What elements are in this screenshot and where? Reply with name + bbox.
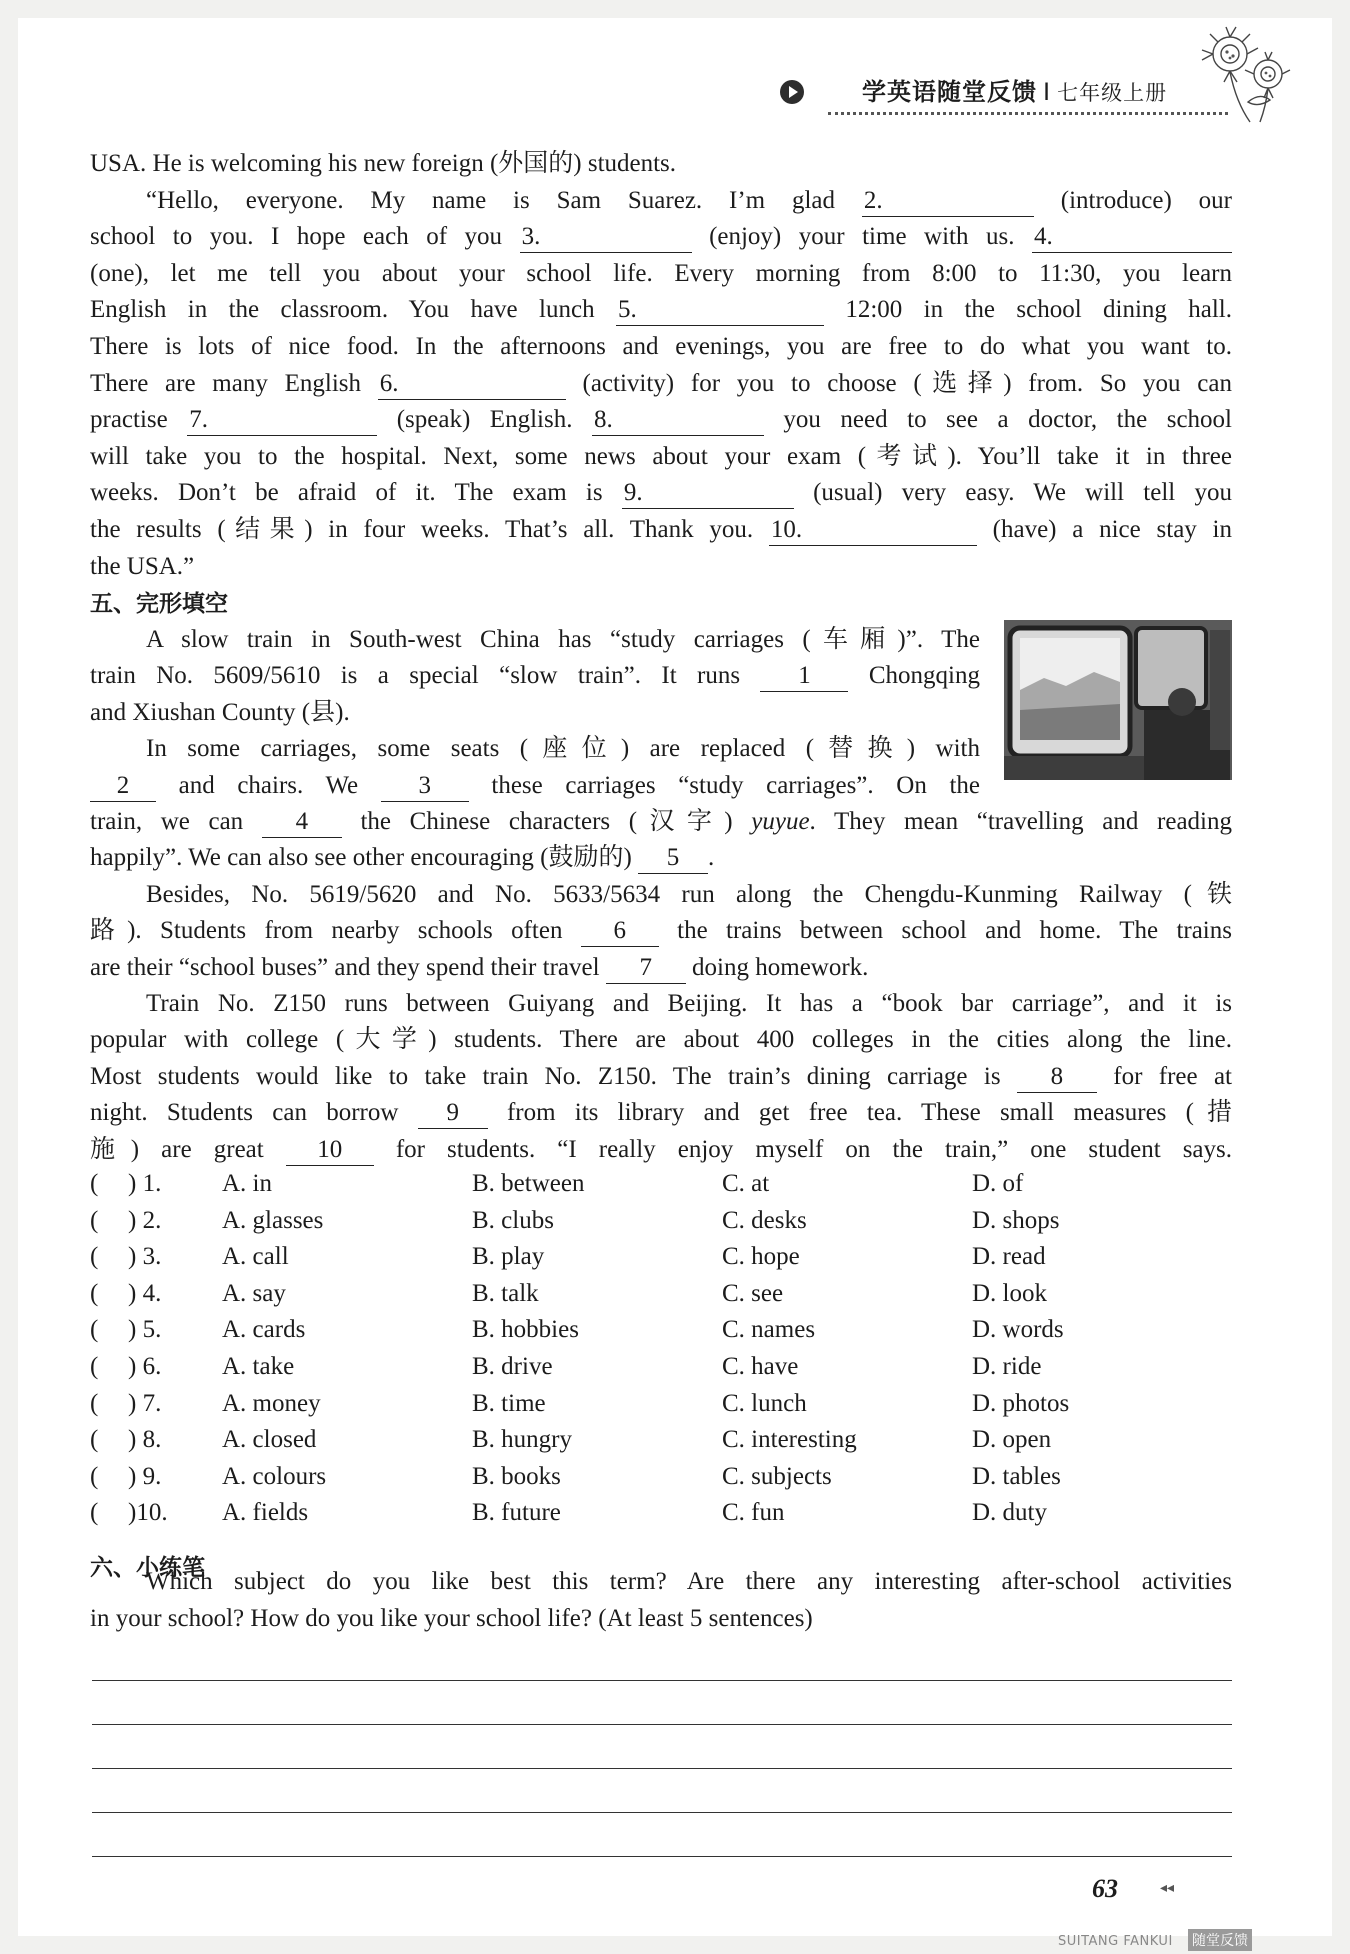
text-line: There is lots of nice food. In the afternoons and evenings, you are free to do what you want to. [90,333,1232,360]
answer-blank[interactable]: 3. [520,222,692,253]
text-line [90,512,1232,548]
text-segment: (introduce) our [1033,186,1232,214]
text-segment: happily”. We can also see other encouraging (鼓励的) [90,844,639,872]
writing-line[interactable] [92,1724,1232,1725]
question-number: ) 5. [128,1316,162,1344]
answer-paren[interactable]: ( [90,1389,99,1417]
text-segment: train No. 5609/5610 is a special “slow train”. It runs [90,662,761,690]
answer-blank[interactable]: 10. [769,515,977,546]
text-line [90,366,1232,402]
text-segment: the Chinese characters (汉字) [341,808,752,835]
answer-paren[interactable]: ( [90,1499,99,1527]
text-line [90,1095,1232,1131]
question-number: ) 2. [128,1206,162,1234]
text-line: Train No. Z150 runs between Guiyang and Beijing. It has a “book bar carriage”, and it is [146,990,1232,1017]
answer-paren[interactable]: ( [90,1316,99,1344]
text-segment: weeks. Don’t be afraid of it. The exam is [90,479,622,507]
text-segment: school to you. I hope each of you [90,223,520,251]
option-choice-b[interactable]: B. hungry [472,1426,572,1454]
footer-brand-en: SUITANG FANKUI [1058,1934,1173,1949]
text-segment: and chairs. We [156,771,381,799]
train-carriage-photo [1004,620,1232,780]
text-segment: Most students would like to take train No. Z150. The train’s dining carriage is [90,1062,1017,1090]
play-icon [780,80,804,104]
text-segment: the results (结果) in four weeks. That’s all. Thank you. [90,516,769,543]
option-choice-c[interactable]: C. desks [722,1206,807,1234]
text-segment: night. Students can borrow [90,1099,418,1127]
text-segment: “Hello, everyone. My name is Sam Suarez. I’m glad [146,186,862,214]
question-number: ) 7. [128,1389,162,1417]
writing-line[interactable] [92,1812,1232,1813]
option-choice-b[interactable]: B. clubs [472,1206,554,1234]
writing-line[interactable] [92,1768,1232,1769]
option-choice-d[interactable]: D. words [972,1316,1064,1344]
text-segment: English in the classroom. You have lunch [90,296,616,324]
option-choice-a[interactable]: A. money [222,1389,321,1417]
option-choice-b[interactable]: B. books [472,1462,561,1490]
option-choice-b[interactable]: B. talk [472,1279,539,1307]
answer-blank[interactable]: 9 [418,1098,488,1129]
text-segment: There are many English [90,369,378,397]
option-choice-a[interactable]: A. fields [222,1499,309,1527]
option-choice-d[interactable]: D. of [972,1170,1024,1197]
double-arrow-left-icon: ◂◂ [1160,1881,1175,1896]
text-segment: (speak) English. [377,406,592,434]
option-choice-c[interactable]: C. names [722,1316,816,1344]
answer-blank[interactable]: 4. [1032,222,1232,253]
question-number: ) 9. [128,1462,162,1490]
answer-blank[interactable]: 4 [262,807,342,838]
option-choice-c[interactable]: C. interesting [722,1426,857,1454]
answer-blank[interactable]: 9. [622,478,794,509]
text-line [90,804,1232,840]
text-line: USA. He is welcoming his new foreign (外国的) students. [90,150,677,177]
section-6-title: 六、小练笔 [90,1555,205,1581]
option-choice-d[interactable]: D. photos [972,1389,1070,1417]
option-choice-d[interactable]: D. shops [972,1206,1060,1234]
question-number: ) 6. [128,1353,162,1380]
text-segment: are their “school buses” and they spend their travel [90,953,606,981]
text-segment: (enjoy) your time with us. [691,223,1032,251]
option-choice-b[interactable]: B. play [472,1243,545,1271]
option-choice-c[interactable]: C. lunch [722,1389,807,1417]
text-line: popular with college (大学) students. There are about 400 colleges in the cities along the line. [90,1026,1232,1054]
option-choice-b[interactable]: B. drive [472,1353,553,1380]
question-number: ) 4. [128,1279,162,1307]
text-segment: these carriages “study carriages”. On the [468,771,980,799]
text-segment: Chongqing [848,662,980,690]
option-choice-c[interactable]: C. hope [722,1243,800,1271]
option-choice-a[interactable]: A. glasses [222,1206,324,1234]
answer-paren[interactable]: ( [90,1206,99,1234]
option-choice-a[interactable]: A. take [222,1353,295,1380]
option-choice-d[interactable]: D. duty [972,1499,1047,1527]
question-number: )10. [128,1499,168,1527]
text-line: will take you to the hospital. Next, some news about your exam (考试). You’ll take it in three [90,442,1232,470]
answer-blank[interactable]: 3 [381,771,469,802]
option-choice-d[interactable]: D. open [972,1426,1052,1454]
text-segment: train, we can [90,808,262,835]
writing-line[interactable] [92,1856,1232,1857]
option-choice-b[interactable]: B. future [472,1499,561,1527]
text-line [90,840,1232,876]
answer-paren[interactable]: ( [90,1279,99,1307]
text-segment: the trains between school and home. The trains [658,917,1232,945]
text-line [90,402,1232,438]
text-segment: . [708,844,715,872]
text-segment: (activity) for you to choose (选择) from. So you can [565,369,1232,397]
question-number: ) 3. [128,1243,162,1271]
text-segment: doing homework. [685,953,869,981]
option-choice-c[interactable]: C. subjects [722,1462,832,1490]
answer-paren[interactable]: ( [90,1353,99,1380]
option-choice-d[interactable]: D. look [972,1279,1047,1307]
text-segment: for students. “I really enjoy myself on the train,” one student says. [373,1135,1232,1163]
section-5-title: 五、完形填空 [90,591,228,617]
text-line [90,475,1232,511]
pinyin-text: yuyue [751,808,810,835]
text-line: in your school? How do you like your school life? (At least 5 sentences) [90,1604,813,1632]
answer-blank[interactable]: 8. [592,405,764,436]
text-segment: . They mean “travelling and reading [809,808,1233,835]
option-choice-b[interactable]: B. between [472,1170,585,1197]
text-line: In some carriages, some seats (座位) are replaced (替换) with [146,735,980,763]
text-line [90,658,980,694]
text-segment: (usual) very easy. We will tell you [793,479,1232,507]
header-title [862,72,1167,107]
text-line [90,768,980,804]
answer-blank[interactable]: 2. [862,186,1034,217]
answer-blank[interactable]: 5 [638,843,708,874]
text-line [90,913,1232,949]
text-segment: from its library and get free tea. These small measures (措 [487,1099,1232,1127]
option-choice-c[interactable]: C. at [722,1170,770,1197]
answer-paren[interactable]: ( [90,1243,99,1271]
header-book-title: 学英语随堂反馈 [862,78,1037,106]
text-line: the USA.” [90,552,195,580]
text-line: Which subject do you like best this term? Are there any interesting after-school activities [146,1568,1232,1595]
option-choice-a[interactable]: A. call [222,1243,289,1271]
page-number: 63 [1092,1874,1118,1903]
answer-blank[interactable]: 2 [90,771,156,802]
text-line: (one), let me tell you about your school life. Every morning from 8:00 to 11:30, you learn [90,259,1232,287]
answer-blank[interactable]: 7. [187,405,377,436]
text-segment: practise [90,406,188,434]
answer-blank[interactable]: 6 [581,916,659,947]
header-separator: I [1043,78,1052,106]
writing-line[interactable] [92,1680,1232,1681]
option-choice-c[interactable]: C. see [722,1279,784,1307]
text-line: and Xiushan County (县). [90,698,350,726]
header-dotted-rule [828,112,1228,115]
text-segment: 12:00 in the school dining hall. [823,296,1233,324]
answer-paren[interactable]: ( [90,1426,99,1454]
answer-blank[interactable]: 7 [606,953,686,984]
header-subtitle: 七年级上册 [1057,81,1168,105]
text-segment: (have) a nice stay in [976,516,1232,543]
text-line [146,183,1232,219]
option-choice-b[interactable]: B. time [472,1389,546,1417]
option-choice-c[interactable]: C. fun [722,1499,785,1527]
option-choice-a[interactable]: A. closed [222,1426,317,1454]
option-choice-d[interactable]: D. ride [972,1353,1042,1380]
text-line [90,950,1232,986]
option-choice-c[interactable]: C. have [722,1353,799,1380]
question-number: ) 8. [128,1426,162,1454]
answer-blank[interactable]: 8 [1017,1062,1097,1093]
answer-paren[interactable]: ( [90,1462,99,1490]
text-segment: you need to see a doctor, the school [763,406,1232,434]
option-choice-a[interactable]: A. say [222,1279,286,1307]
option-choice-a[interactable]: A. colours [222,1462,327,1490]
text-line [90,219,1232,255]
text-segment: 路). Students from nearby schools often [90,917,581,945]
option-choice-b[interactable]: B. hobbies [472,1316,579,1344]
option-choice-d[interactable]: D. read [972,1243,1046,1271]
option-choice-d[interactable]: D. tables [972,1462,1061,1490]
answer-paren[interactable]: ( [90,1170,99,1197]
footer-brand-badge: 随堂反馈 [1188,1929,1252,1951]
answer-blank[interactable]: 5. [616,295,824,326]
text-segment: for free at [1096,1062,1232,1090]
sunflower-decoration-icon [1190,22,1300,132]
answer-blank[interactable]: 6. [378,369,566,400]
answer-blank[interactable]: 1 [760,661,848,692]
question-number: ) 1. [128,1170,162,1197]
text-line: A slow train in South-west China has “study carriages (车厢)”. The [146,626,980,653]
answer-blank[interactable]: 10 [286,1135,374,1166]
option-choice-a[interactable]: A. in [222,1170,272,1197]
text-line [90,292,1232,328]
text-line: Besides, No. 5619/5620 and No. 5633/5634 run along the Chengdu-Kunming Railway (铁 [146,880,1232,908]
option-choice-a[interactable]: A. cards [222,1316,306,1344]
text-line [90,1059,1232,1095]
text-segment: 施) are great [90,1135,286,1163]
text-line [90,1132,1232,1168]
